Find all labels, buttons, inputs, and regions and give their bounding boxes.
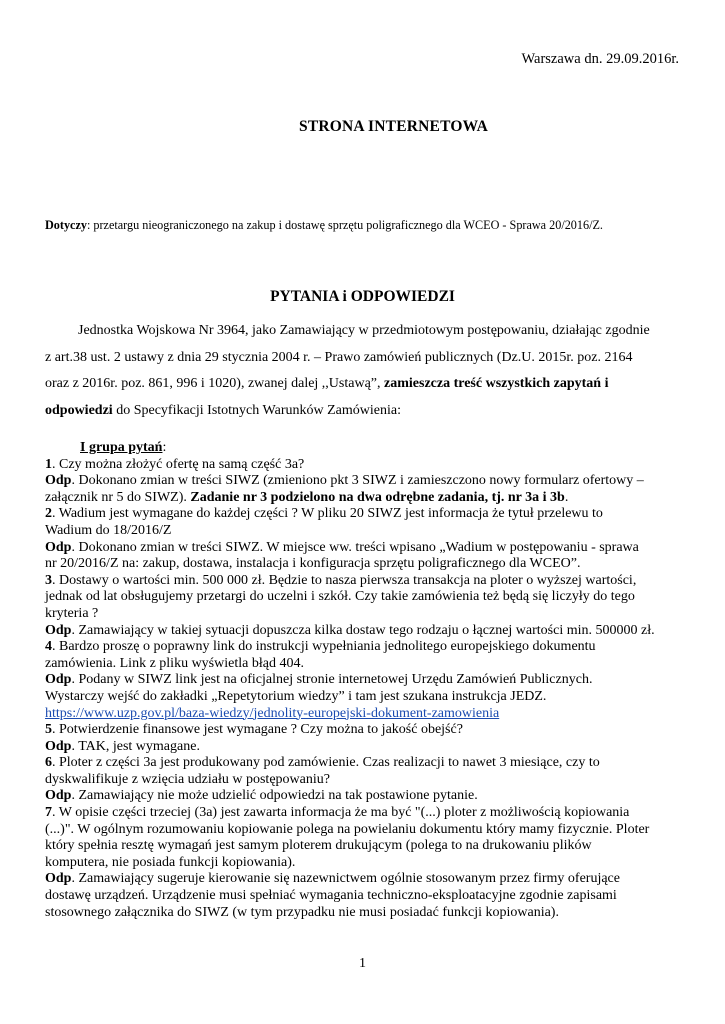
question-5: [45, 722, 690, 739]
question-number: 5: [45, 722, 52, 738]
question-text: . Wadium jest wymagane do każdej części ? W pliku 20 SIWZ jest informacja że tytuł przelewu to: [52, 506, 603, 522]
answer-2-line: nr 20/2016/Z na: zakup, dostawa, instalacja i konfiguracja sprzętu poligraficznego dla WCEO”.: [45, 556, 581, 572]
question-number: 7: [45, 805, 52, 821]
answer-4: [45, 672, 690, 689]
answer-7-line: dostawę urządzeń. Urządzenie musi spełniać wymagania techniczno-eksploatacyjne zgodnie zapisami: [45, 888, 617, 904]
question-number: 1: [45, 456, 52, 472]
questions-answers: [45, 440, 690, 921]
question-7-line: który spełnia resztę wymagań jest samym ploterem drukującym (polega to na drukowaniu plików: [45, 838, 592, 854]
answer-label: Odp: [45, 738, 72, 754]
answer-text: . Dokonano zmian w treści SIWZ. W miejsce ww. treści wpisano „Wadium w postępowaniu - sprawa: [71, 539, 639, 555]
answer-1: [45, 473, 690, 490]
answer-7: [45, 871, 690, 888]
answer-label: Odp: [45, 871, 72, 887]
answer-6: [45, 788, 690, 805]
answer-text: załącznik nr 5 do SIWZ).: [45, 489, 191, 505]
question-text: . Ploter z części 3a jest produkowany pod zamówienie. Czas realizacji to nawet 3 miesiące, czy to: [52, 755, 600, 771]
answer-text: . Dokonano zmian w treści SIWZ (zmieniono pkt 3 SIWZ i zamieszczono nowy formularz ofertowy –: [71, 473, 644, 489]
group-title-colon: :: [162, 440, 167, 455]
intro-bold-text: odpowiedzi: [45, 402, 113, 418]
question-number: 6: [45, 755, 52, 771]
page-title: [0, 118, 725, 136]
answer-text: . Podany w SIWZ link jest na oficjalnej stronie internetowej Urzędu Zamówień Publicznych.: [71, 672, 593, 688]
answer-bold-text: Zadanie nr 3 podzielono na dwa odrębne zadania, tj. nr 3a i 3b: [190, 489, 565, 505]
answer-text: . TAK, jest wymagane.: [71, 738, 200, 754]
answer-label: Odp: [45, 473, 72, 489]
intro-text: oraz z 2016r. poz. 861, 996 i 1020), zwanej dalej ,,Ustawą”,: [45, 376, 385, 391]
question-3: [45, 573, 690, 590]
answer-text: . Zamawiający sugeruje kierowanie się nazewnictwem ogólnie stosowanym przez firmy oferujące: [71, 871, 620, 887]
intro-line: [45, 371, 687, 398]
answer-label: Odp: [45, 622, 72, 638]
question-2: [45, 506, 690, 523]
intro-paragraph: [45, 318, 687, 424]
answer-3: [45, 623, 690, 640]
answer-4-line: Wystarczy wejść do zakładki „Repetytorium wiedzy” i tam jest szukana instrukcja JEDZ.: [45, 688, 547, 704]
subject-text: : przetargu nieograniczonego na zakup i dostawę sprzętu poligraficznego dla WCEO - Sprawa 20/2016/Z.: [86, 218, 603, 232]
jedz-instruction-link[interactable]: https://www.uzp.gov.pl/baza-wiedzy/jednolity-europejski-dokument-zamowienia: [45, 705, 500, 721]
question-text: . Bardzo proszę o poprawny link do instrukcji wypełniania jednolitego europejskiego dokumentu: [52, 639, 596, 655]
answer-2: [45, 540, 690, 557]
question-1: [45, 457, 690, 474]
group-title: [45, 440, 690, 457]
intro-bold-text: zamieszcza treść wszystkich zapytań i: [384, 376, 609, 391]
answer-5: [45, 739, 690, 756]
question-3-line: jednak od lat obsługujemy przetargi do uczelni i szkół. Czy takie zamówienia też będą się liczyły do tego: [45, 589, 635, 605]
intro-line: [45, 398, 687, 425]
question-number: 4: [45, 639, 52, 655]
answer-label: Odp: [45, 788, 72, 804]
question-6: [45, 755, 690, 772]
intro-line: z art.38 ust. 2 ustawy z dnia 29 stycznia 2004 r. – Prawo zamówień publicznych (Dz.U. 2015r. poz. 2164: [45, 349, 633, 365]
answer-text: . Zamawiający nie może udzielić odpowiedzi na tak postawione pytanie.: [71, 788, 478, 804]
question-7: [45, 805, 690, 822]
answer-7-line: stosownego załącznika do SIWZ (w tym przypadku nie musi posiadać funkcji kopiowania).: [45, 904, 559, 920]
answer-label: Odp: [45, 672, 72, 688]
question-3-line: kryteria ?: [45, 605, 99, 621]
intro-line: Jednostka Wojskowa Nr 3964, jako Zamawiający w przedmiotowym postępowaniu, działając zgodnie: [78, 323, 650, 338]
page-number: 1: [359, 956, 366, 971]
answer-1-line: [45, 490, 690, 507]
document-date: Warszawa dn. 29.09.2016r.: [521, 51, 679, 67]
answer-label: Odp: [45, 539, 72, 555]
section-heading: PYTANIA i ODPOWIEDZI: [270, 288, 455, 305]
question-7-line: komputera, nie posiada funkcji kopiowania).: [45, 854, 296, 870]
answer-text: . Zamawiający w takiej sytuacji dopuszcza kilka dostaw tego rodzaju o łącznej wartości min. 500000 zł.: [71, 622, 655, 638]
question-2-line: Wadium do 18/2016/Z: [45, 522, 172, 538]
question-7-line: (...)". W ogólnym rozumowaniu kopiowanie polega na powielaniu dokumentu który mamy fizycznie. Ploter: [45, 821, 650, 837]
question-text: . Potwierdzenie finansowe jest wymagane ? Czy można to jakość obejść?: [52, 722, 463, 738]
question-text: . W opisie części trzeciej (3a) jest zawarta informacja że ma być "(...) ploter z możliwością kopiowania: [52, 805, 630, 821]
question-4: [45, 639, 690, 656]
subject-line: [45, 218, 603, 233]
question-text: . Czy można złożyć ofertę na samą część 3a?: [52, 456, 305, 472]
answer-4-link-line: [45, 706, 690, 723]
question-4-line: zamówienia. Link z pliku wyświetla błąd 404.: [45, 655, 304, 671]
question-number: 3: [45, 572, 52, 588]
question-6-line: dyskwalifikuje z wzięcia udziału w postępowaniu?: [45, 771, 330, 787]
page-title-text: STRONA INTERNETOWA: [299, 118, 488, 135]
question-number: 2: [45, 506, 52, 522]
question-text: . Dostawy o wartości min. 500 000 zł. Będzie to nasza pierwsza transakcja na ploter o wyższej wartości,: [52, 572, 637, 588]
intro-text: do Specyfikacji Istotnych Warunków Zamówienia:: [112, 402, 401, 418]
group-title-text: I grupa pytań: [80, 440, 163, 455]
answer-text: .: [564, 489, 569, 505]
subject-label: Dotyczy: [45, 218, 87, 232]
